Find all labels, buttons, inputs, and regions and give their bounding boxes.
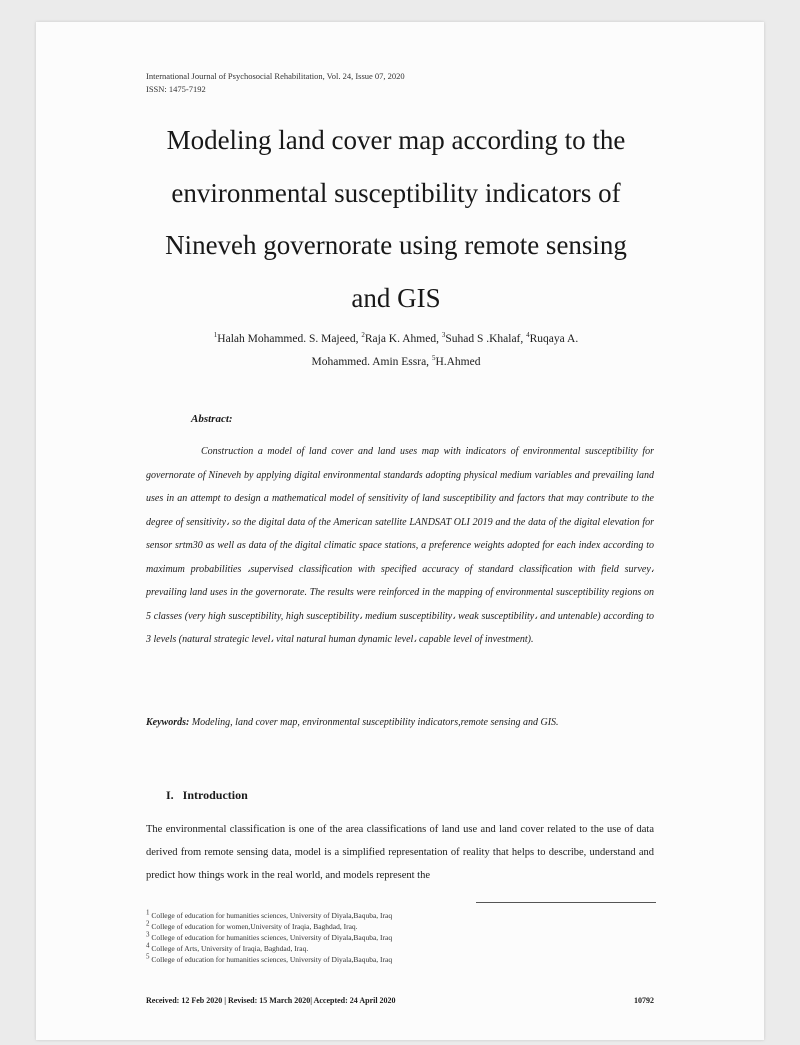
affiliation-marker: 3: [441, 331, 446, 340]
abstract-heading: Abstract:: [191, 413, 233, 425]
authors-line-1: [136, 328, 656, 351]
footnote-text: College of education for humanities sciences, University of Diyala,Baquba, Iraq: [149, 911, 393, 920]
footnote: [146, 954, 392, 965]
author-name: Raja K. Ahmed,: [364, 333, 442, 345]
footnote-text: College of education for humanities sciences, University of Diyala,Baquba, Iraq: [149, 933, 393, 942]
paper-title: [116, 114, 676, 324]
footnote-divider: [476, 902, 656, 903]
author-name: H.Ahmed: [435, 356, 481, 368]
author-name: Ruqaya A.: [529, 333, 579, 345]
title-line: environmental susceptibility indicators of: [171, 177, 621, 208]
journal-issn: ISSN: 1475-7192: [146, 84, 206, 94]
submission-dates: Received: 12 Feb 2020 | Revised: 15 March 2020| Accepted: 24 April 2020: [146, 996, 396, 1005]
journal-header: [146, 70, 405, 96]
footnote: [146, 932, 392, 943]
footnote-marker: 2: [146, 919, 150, 928]
footnote-text: College of education for women,University of Iraqia, Baghdad, Iraq.: [149, 922, 358, 931]
authors-line-2: [136, 351, 656, 374]
paper-page: [36, 22, 764, 1040]
footnote: [146, 943, 392, 954]
affiliation-marker: 2: [361, 331, 365, 340]
footnote: [146, 921, 392, 932]
footnote-marker: 5: [146, 952, 150, 961]
title-line: and GIS: [351, 282, 441, 313]
keywords-paragraph: [146, 712, 654, 733]
author-list: [136, 328, 656, 374]
footnote-text: College of Arts, University of Iraqia, Baghdad, Iraq.: [149, 944, 309, 953]
footnotes: [146, 910, 392, 965]
section-heading-introduction: [166, 788, 248, 803]
journal-citation: International Journal of Psychosocial Rehabilitation, Vol. 24, Issue 07, 2020: [146, 71, 405, 81]
section-title: Introduction: [182, 788, 248, 802]
keywords-label: Keywords:: [146, 717, 190, 728]
footnote-marker: 1: [146, 908, 150, 917]
footnote-marker: 3: [146, 930, 150, 939]
title-line: Modeling land cover map according to the: [166, 125, 626, 155]
page-number: 10792: [634, 996, 654, 1005]
title-line: Nineveh governorate using remote sensing: [165, 230, 627, 260]
affiliation-marker: 1: [213, 331, 218, 340]
author-name: Suhad S .Khalaf,: [445, 333, 527, 345]
footnote-text: College of education for humanities sciences, University of Diyala,Baquba, Iraq: [149, 955, 393, 964]
introduction-body: The environmental classification is one of the area classifications of land use and land cover related to the use of data derived from remote sensing data, model is a simplified representation of reality that helps to describe, understand and predict how things work in the real world, and models represent the: [146, 824, 654, 881]
author-name: Halah Mohammed. S. Majeed,: [217, 333, 362, 345]
page-footer: [146, 996, 654, 1005]
footnote-marker: 4: [146, 941, 150, 950]
affiliation-marker: 4: [526, 331, 530, 340]
footnote: [146, 910, 392, 921]
abstract-body: Construction a model of land cover and land uses map with indicators of environmental susceptibility for governorate of Nineveh by applying digital environmental standards adopting physical medium variables and prevailing land uses in an attempt to design a mathematical model of sensitivity of land susceptibility and factors that may contribute to the degree of sensitivity، so the digital data of the American satellite LANDSAT OLI 2019 and the data of the digital elevation for sensor srtm30 as well as data of the digital climatic space stations, a preference weights adopted for each index according to maximum probabilities ،supervised classification with specified accuracy of standard classification with field survey، prevailing land uses in the governorate. The results were reinforced in the mapping of environmental susceptibility regions on 5 classes (very high susceptibility, high susceptibility، medium susceptibility، weak susceptibility، and untenable) according to 3 levels (natural strategic level، vital natural human dynamic level، capable level of investment).: [146, 446, 654, 645]
keywords-text: Modeling, land cover map, environmental susceptibility indicators,remote sensing and GIS.: [189, 717, 559, 728]
affiliation-marker: 5: [431, 354, 436, 363]
section-number: I.: [166, 788, 174, 802]
author-name: Mohammed. Amin Essra,: [311, 356, 432, 368]
